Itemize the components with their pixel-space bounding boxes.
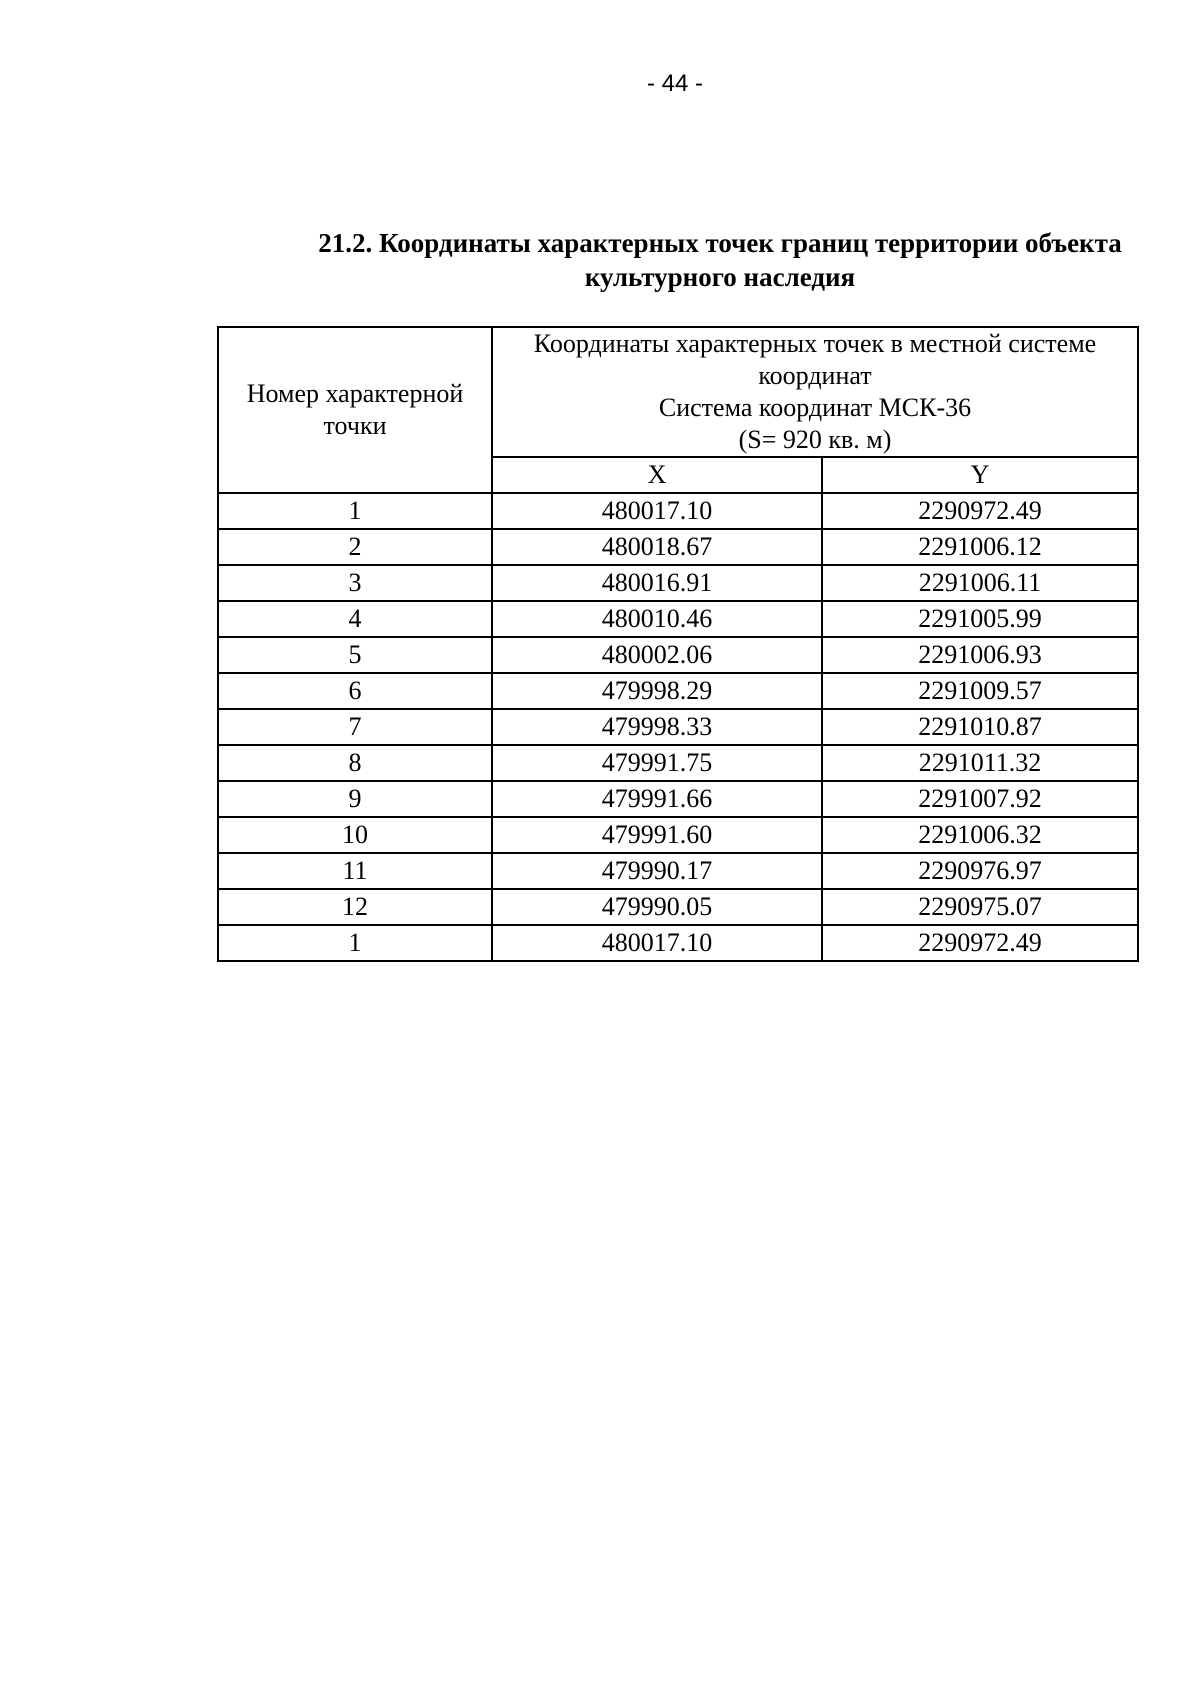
header-coordinate-system-line-1: Координаты характерных точек в местной системе [533,329,1097,358]
table-row [218,637,1138,673]
cell-y: 2290975.07 [822,889,1138,925]
cell-point: 1 [218,493,492,529]
header-coordinate-system-line-3: Система координат МСК-36 [658,393,972,422]
cell-point: 8 [218,745,492,781]
cell-point: 1 [218,925,492,961]
cell-x: 479991.75 [492,745,822,781]
header-point-number-line-2: точки [323,411,387,440]
cell-y: 2291009.57 [822,673,1138,709]
header-point-number-line-1: Номер характерной [246,379,464,408]
table-row [218,673,1138,709]
cell-x: 479990.17 [492,853,822,889]
cell-point: 5 [218,637,492,673]
cell-y: 2291011.32 [822,745,1138,781]
cell-y: 2291007.92 [822,781,1138,817]
cell-y: 2290972.49 [822,925,1138,961]
table-row [218,853,1138,889]
coordinates-table [217,326,1139,962]
cell-x: 480002.06 [492,637,822,673]
cell-y: 2291006.12 [822,529,1138,565]
cell-point: 4 [218,601,492,637]
section-heading-line-1: 21.2. Координаты характерных точек границ территории объекта [318,228,1122,258]
table-row [218,601,1138,637]
table-row [218,709,1138,745]
table-row [218,493,1138,529]
cell-x: 479998.33 [492,709,822,745]
section-heading-line-2: культурного наследия [584,262,856,292]
header-x: X [492,457,822,493]
table-row [218,529,1138,565]
cell-y: 2291010.87 [822,709,1138,745]
cell-y: 2291006.32 [822,817,1138,853]
cell-x: 480016.91 [492,565,822,601]
header-y: Y [822,457,1138,493]
table-header-row [218,327,1138,457]
cell-point: 7 [218,709,492,745]
cell-x: 479991.66 [492,781,822,817]
table-row [218,781,1138,817]
cell-x: 479991.60 [492,817,822,853]
cell-point: 10 [218,817,492,853]
cell-point: 9 [218,781,492,817]
cell-x: 480017.10 [492,493,822,529]
cell-x: 479998.29 [492,673,822,709]
page-number: - 44 - [646,70,703,97]
cell-x: 480017.10 [492,925,822,961]
cell-y: 2291005.99 [822,601,1138,637]
table-row [218,565,1138,601]
header-coordinate-system [492,327,1138,457]
cell-x: 479990.05 [492,889,822,925]
cell-point: 12 [218,889,492,925]
header-coordinate-system-line-2: координат [758,361,872,390]
cell-y: 2290976.97 [822,853,1138,889]
cell-y: 2290972.49 [822,493,1138,529]
cell-x: 480018.67 [492,529,822,565]
table-row [218,745,1138,781]
cell-point: 6 [218,673,492,709]
cell-y: 2291006.93 [822,637,1138,673]
table-row [218,889,1138,925]
table-row [218,817,1138,853]
header-point-number [218,327,492,493]
table-row [218,925,1138,961]
cell-point: 11 [218,853,492,889]
cell-y: 2291006.11 [822,565,1138,601]
table-body [218,493,1138,961]
cell-x: 480010.46 [492,601,822,637]
section-heading [270,226,1170,294]
cell-point: 2 [218,529,492,565]
cell-point: 3 [218,565,492,601]
header-coordinate-system-line-4: (S= 920 кв. м) [738,425,892,454]
